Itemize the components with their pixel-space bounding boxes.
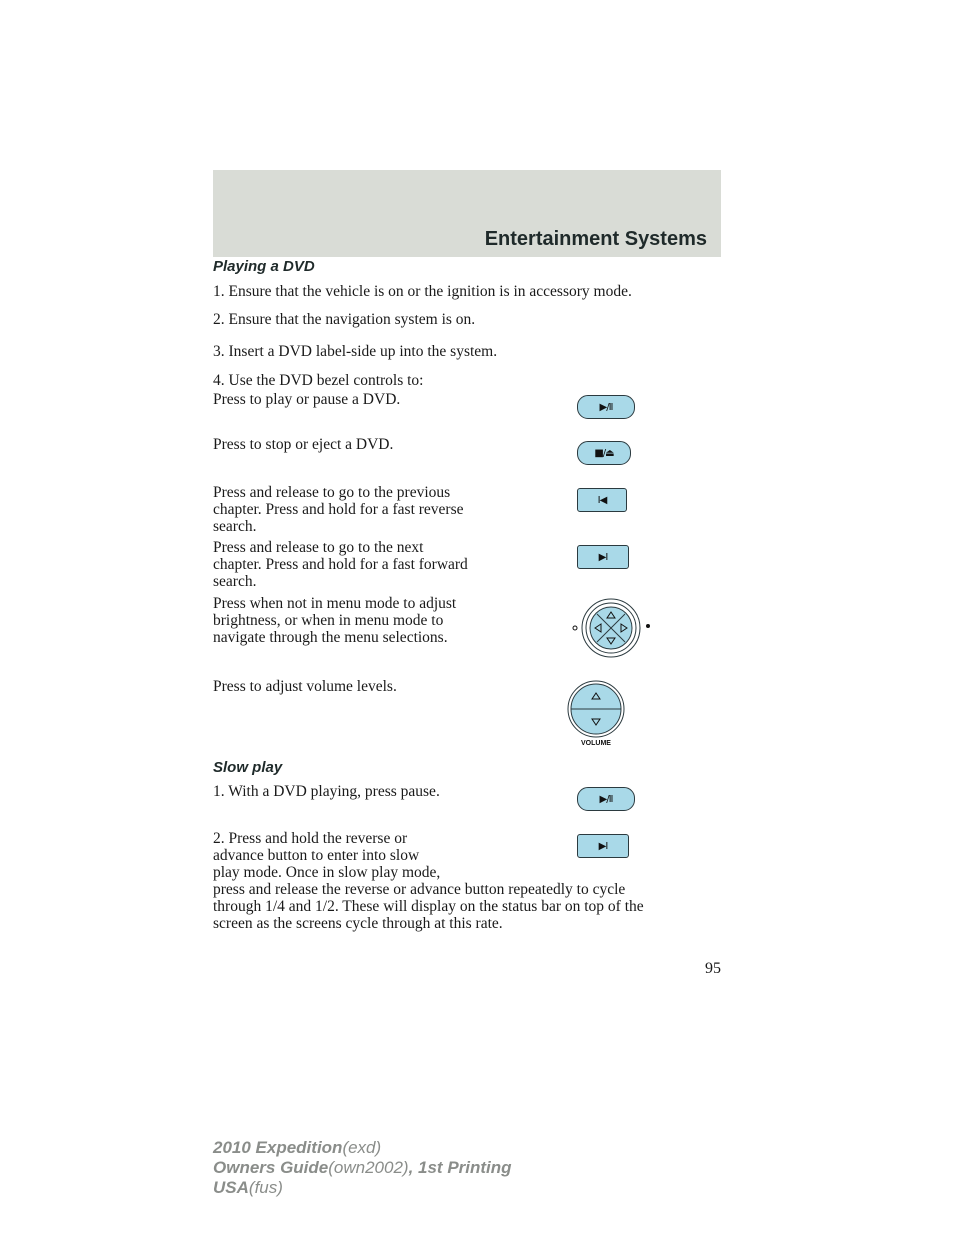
- footer-guide: Owners Guide: [213, 1158, 329, 1177]
- footer-guide-code: (own2002): [328, 1158, 409, 1177]
- footer-line-3: [213, 1178, 512, 1198]
- step-1: 1. Ensure that the vehicle is on or the ignition is in accessory mode.: [213, 283, 632, 300]
- previous-chapter-description: Press and release to go to the previous chapter. Press and hold for a fast reverse search.: [213, 484, 464, 535]
- volume-dial-label: VOLUME: [581, 740, 611, 747]
- page-number: 95: [705, 960, 721, 977]
- step-4: 4. Use the DVD bezel controls to:: [213, 372, 424, 389]
- stop-eject-button-icon: ■/⏏: [577, 441, 631, 465]
- volume-description: Press to adjust volume levels.: [213, 678, 397, 695]
- step-2: 2. Ensure that the navigation system is on.: [213, 311, 476, 328]
- slow-play-step-2-line4: press and release the reverse or advance button repeatedly to cycle: [213, 881, 626, 898]
- footer-market: USA: [213, 1178, 249, 1197]
- footer-line-2: [213, 1158, 512, 1178]
- slow-play-step-2-line6: screen as the screens cycle through at this rate.: [213, 915, 503, 932]
- slow-play-advance-button-icon: ▶I: [577, 834, 629, 858]
- footer-market-code: (fus): [248, 1178, 283, 1197]
- slow-play-pause-button-icon: ▶/II: [577, 787, 635, 811]
- play-pause-button-icon: ▶/II: [577, 395, 635, 419]
- play-pause-description: Press to play or pause a DVD.: [213, 391, 401, 408]
- slow-play-step-2-line2: advance button to enter into slow: [213, 847, 420, 864]
- footer-line-1: [213, 1138, 512, 1158]
- next-chapter-description: Press and release to go to the next chapter. Press and hold for a fast forward search.: [213, 539, 468, 590]
- slow-play-step-2-line5: through 1/4 and 1/2. These will display on the status bar on top of the: [213, 898, 644, 915]
- footer-model: 2010 Expedition: [213, 1138, 343, 1157]
- step-3: 3. Insert a DVD label-side up into the system.: [213, 343, 498, 360]
- slow-play-step-1: 1. With a DVD playing, press pause.: [213, 783, 440, 800]
- heading-slow-play: Slow play: [213, 759, 283, 776]
- next-chapter-button-icon: ▶I: [577, 545, 629, 569]
- heading-playing-dvd: Playing a DVD: [213, 258, 315, 275]
- navigation-pad-icon: [570, 598, 652, 660]
- section-title: Entertainment Systems: [484, 228, 707, 250]
- slow-play-step-2-line1: 2. Press and hold the reverse or: [213, 830, 408, 847]
- slow-play-step-2-line3: play mode. Once in slow play mode,: [213, 864, 441, 881]
- previous-chapter-button-icon: I◀: [577, 488, 627, 512]
- footer-imprint: [213, 1138, 512, 1198]
- volume-dial-icon: [563, 678, 635, 748]
- stop-eject-description: Press to stop or eject a DVD.: [213, 436, 394, 453]
- navigation-pad-description: Press when not in menu mode to adjust brightness, or when in menu mode to navigate through the menu selections.: [213, 595, 457, 646]
- footer-printing: , 1st Printing: [408, 1158, 512, 1177]
- footer-model-code: (exd): [342, 1138, 382, 1157]
- section-header-band: [213, 170, 721, 257]
